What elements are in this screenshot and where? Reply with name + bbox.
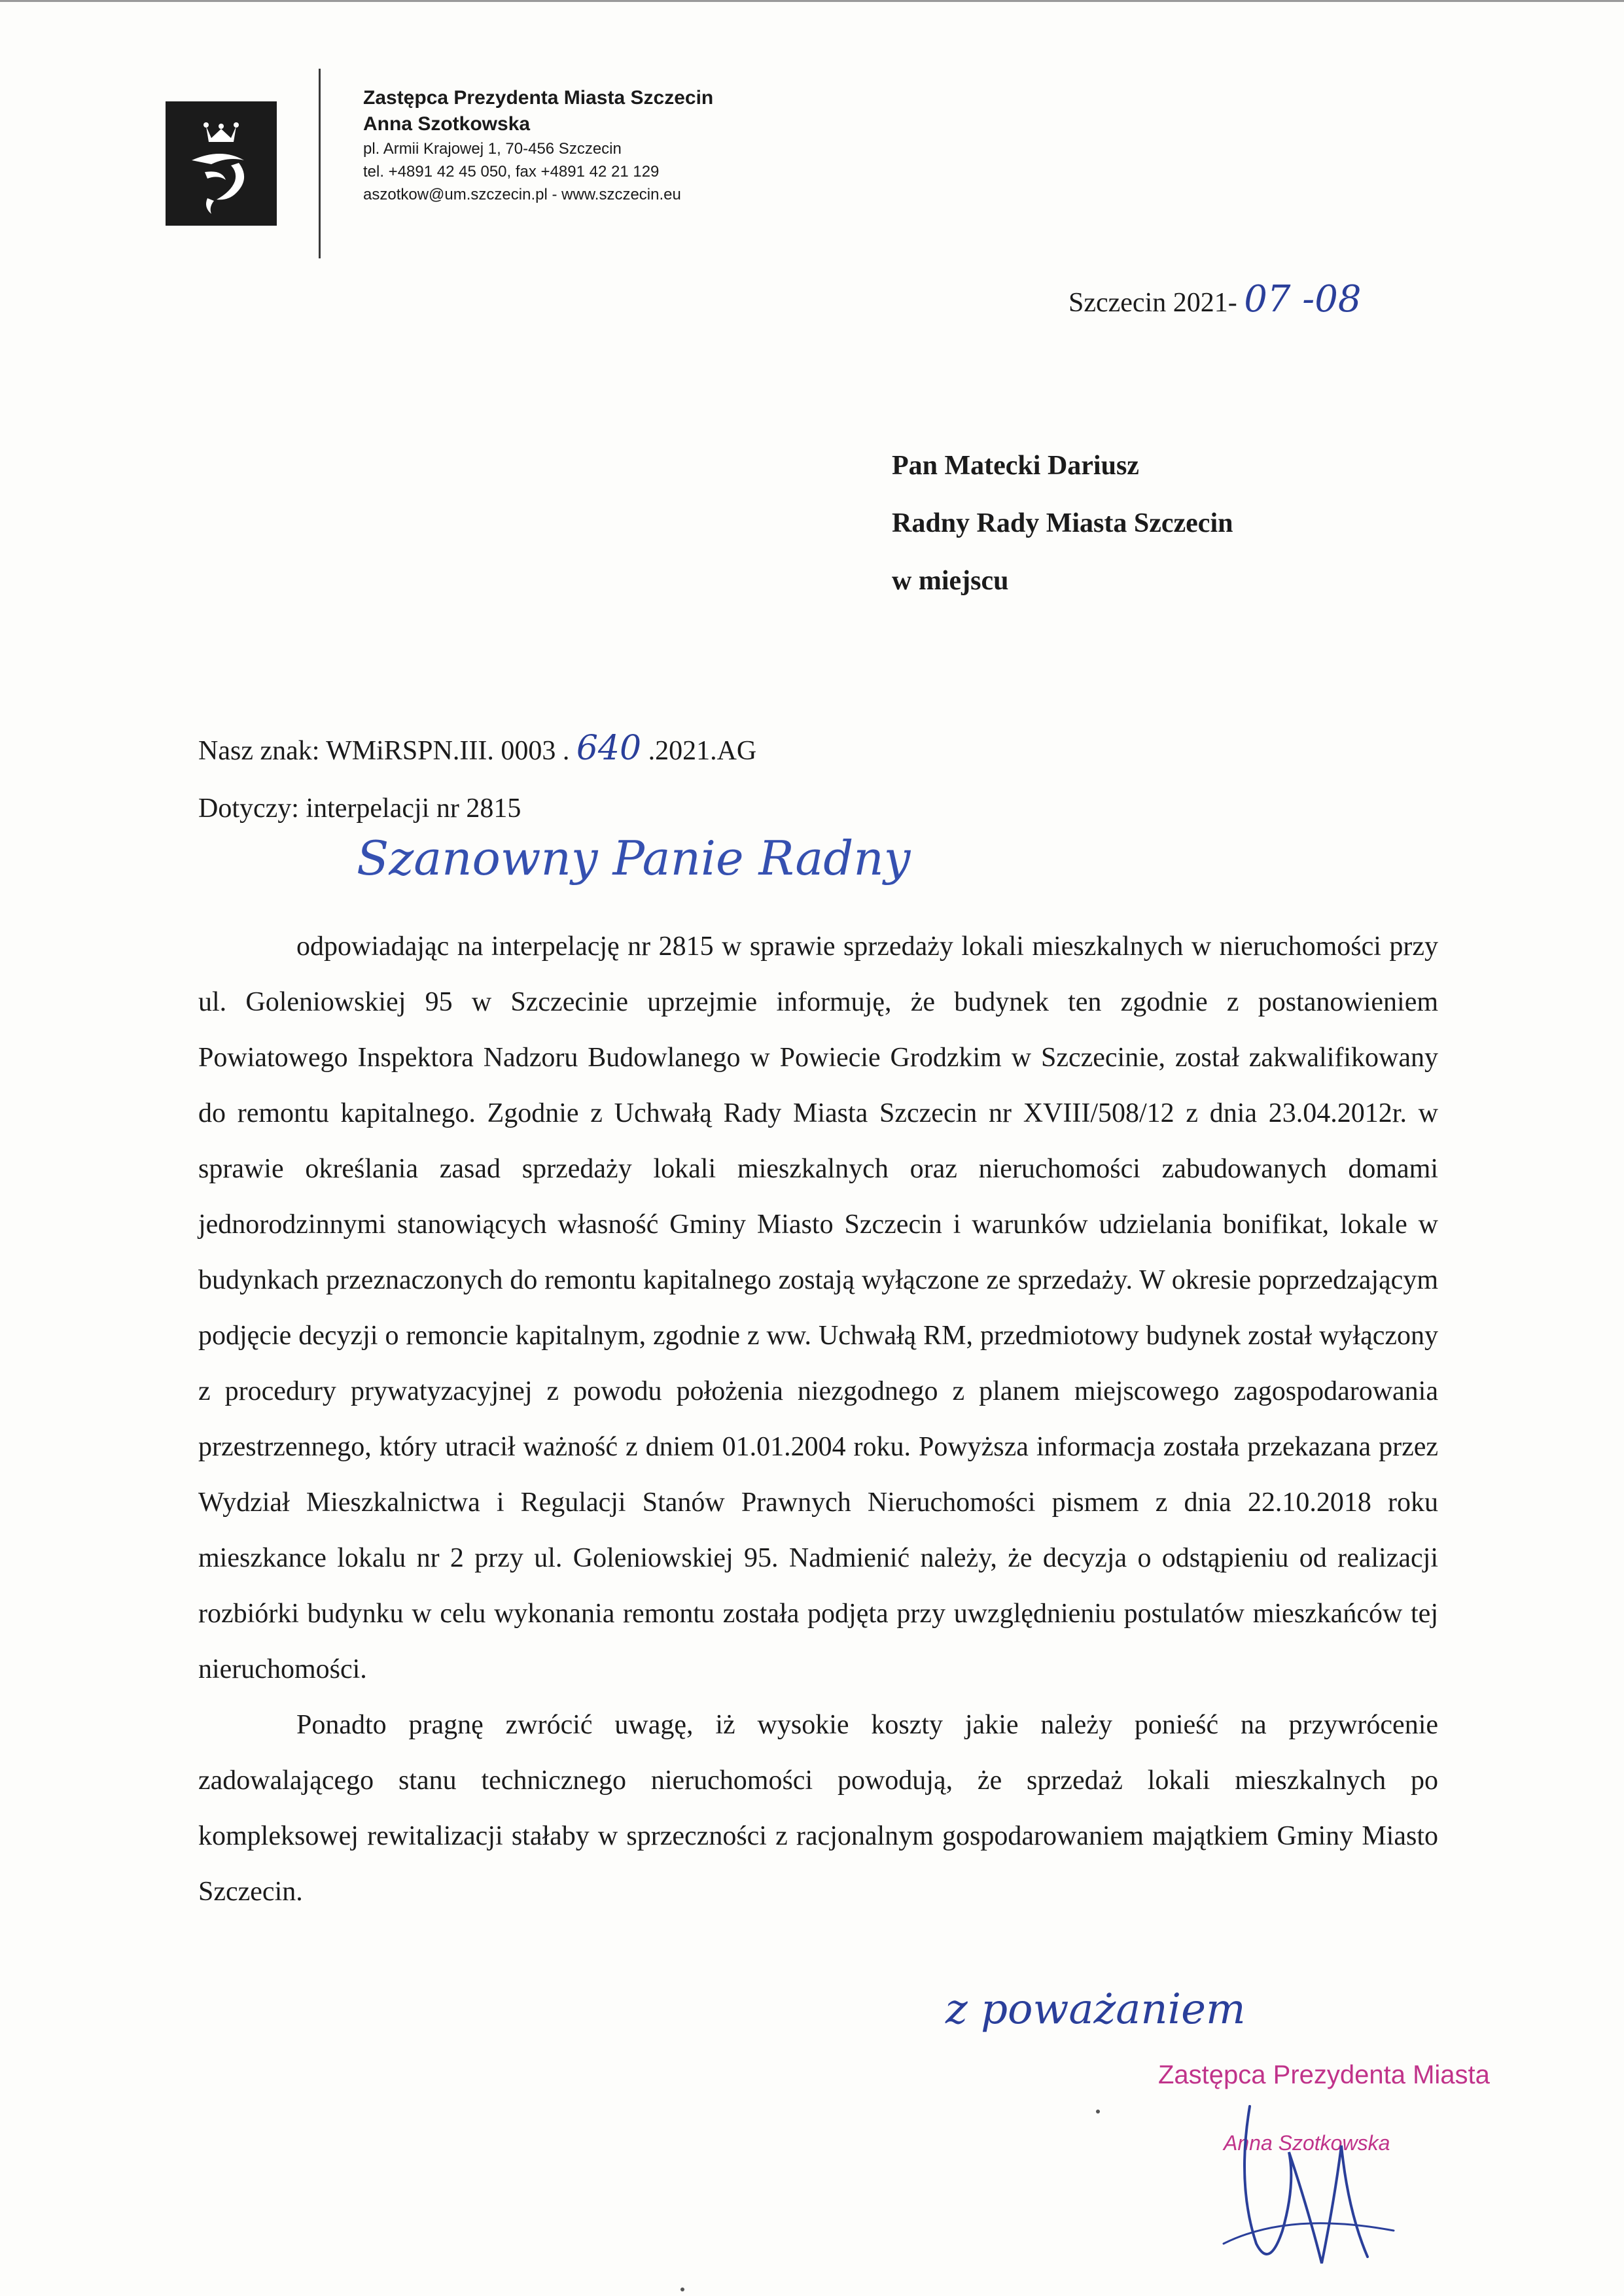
date-handwritten: 07 -08	[1244, 278, 1362, 321]
reference-sign-prefix: Nasz znak: WMiRSPN.III. 0003 .	[198, 736, 570, 766]
reference-subject: Dotyczy: interpelacji nr 2815	[198, 793, 521, 824]
letterhead-address: pl. Armii Krajowej 1, 70-456 Szczecin	[363, 140, 622, 158]
letterhead-office: Zastępca Prezydenta Miasta Szczecin	[363, 87, 714, 109]
salutation: Szanowny Panie Radny	[357, 831, 911, 886]
szczecin-logo-icon	[166, 101, 277, 226]
reference-sign	[198, 720, 756, 780]
scan-edge-line	[0, 0, 1624, 2]
date-printed: Szczecin 2021-	[1068, 288, 1237, 318]
body-paragraph-1: odpowiadając na interpelację nr 2815 w sprawie sprzedaży lokali mieszkalnych w nieruchomości przy ul. Goleniowskiej 95 w Szczecinie uprzejmie informuję, że budynek ten zgodnie z postanowieniem Powiatowego Inspektora Nadzoru Budowlanego w Powiecie Grodzkim w Szczecinie, został zakwalifikowany do remontu kapitalnego. Zgodnie z Uchwałą Rady Miasta Szczecin nr XVIII/508/12 z dnia 23.04.2012r. w sprawie określania zasad sprzedaży lokali mieszkalnych oraz nieruchomości zabudowanych domami jednorodzinnymi stanowiących własność Gminy Miasto Szczecin i warunków udzielania bonifikat, lokale w budynkach przeznaczonych do remontu kapitalnego zostają wyłączone ze sprzedaży. W okresie poprzedzającym podjęcie decyzji o remoncie kapitalnym, zgodnie z ww. Uchwałą RM, przedmiotowy budynek został wyłączony z procedury prywatyzacyjnej z powodu położenia niezgodnego z planem miejscowego zagospodarowania przestrzennego, który utracił ważność z dniem 01.01.2004 roku. Powyższa informacja została przekazana przez Wydział Mieszkalnictwa i Regulacji Stanów Prawnych Nieruchomości pismem z dnia 22.10.2018 roku mieszkance lokalu nr 2 przy ul. Goleniowskiej 95. Nadmienić należy, że decyzja o odstąpieniu od realizacji rozbiórki budynku w celu wykonania remontu została podjęta przy uwzględnieniu postulatów mieszkańców tej nieruchomości.	[198, 931, 1438, 1684]
letter-body	[198, 919, 1438, 1920]
handwritten-closing: z poważaniem	[945, 1985, 1246, 2034]
reference-sign-suffix: .2021.AG	[648, 736, 757, 766]
header-divider	[319, 69, 321, 258]
recipient-name: Pan Matecki Dariusz	[892, 451, 1139, 481]
recipient-block	[892, 437, 1233, 610]
letter-date	[1068, 278, 1361, 321]
letterhead	[363, 85, 713, 206]
ink-dot	[1096, 2110, 1100, 2113]
recipient-role: Radny Rady Miasta Szczecin	[892, 508, 1233, 538]
signature-scribble-icon	[1210, 2080, 1407, 2276]
reference-sign-number: 640	[576, 729, 642, 768]
letterhead-contact: aszotkow@um.szczecin.pl - www.szczecin.eu	[363, 186, 681, 203]
letterhead-name: Anna Szotkowska	[363, 113, 531, 135]
reference-block	[198, 720, 756, 837]
letterhead-phone: tel. +4891 42 45 050, fax +4891 42 21 129	[363, 163, 660, 181]
ink-dot	[680, 2287, 684, 2291]
stamp-title: Zastępca Prezydenta Miasta	[1158, 2061, 1490, 2089]
body-paragraph-2: Ponadto pragnę zwrócić uwagę, iż wysokie koszty jakie należy ponieść na przywrócenie zadowalającego stanu technicznego nieruchomości powodują, że sprzedaż lokali mieszkalnych po kompleksowej rewitalizacji stałaby w sprzeczności z racjonalnym gospodarowaniem majątkiem Gminy Miasto Szczecin.	[198, 1710, 1438, 1907]
recipient-location: w miejscu	[892, 566, 1009, 596]
stamp-name: Anna Szotkowska	[1224, 2131, 1390, 2155]
